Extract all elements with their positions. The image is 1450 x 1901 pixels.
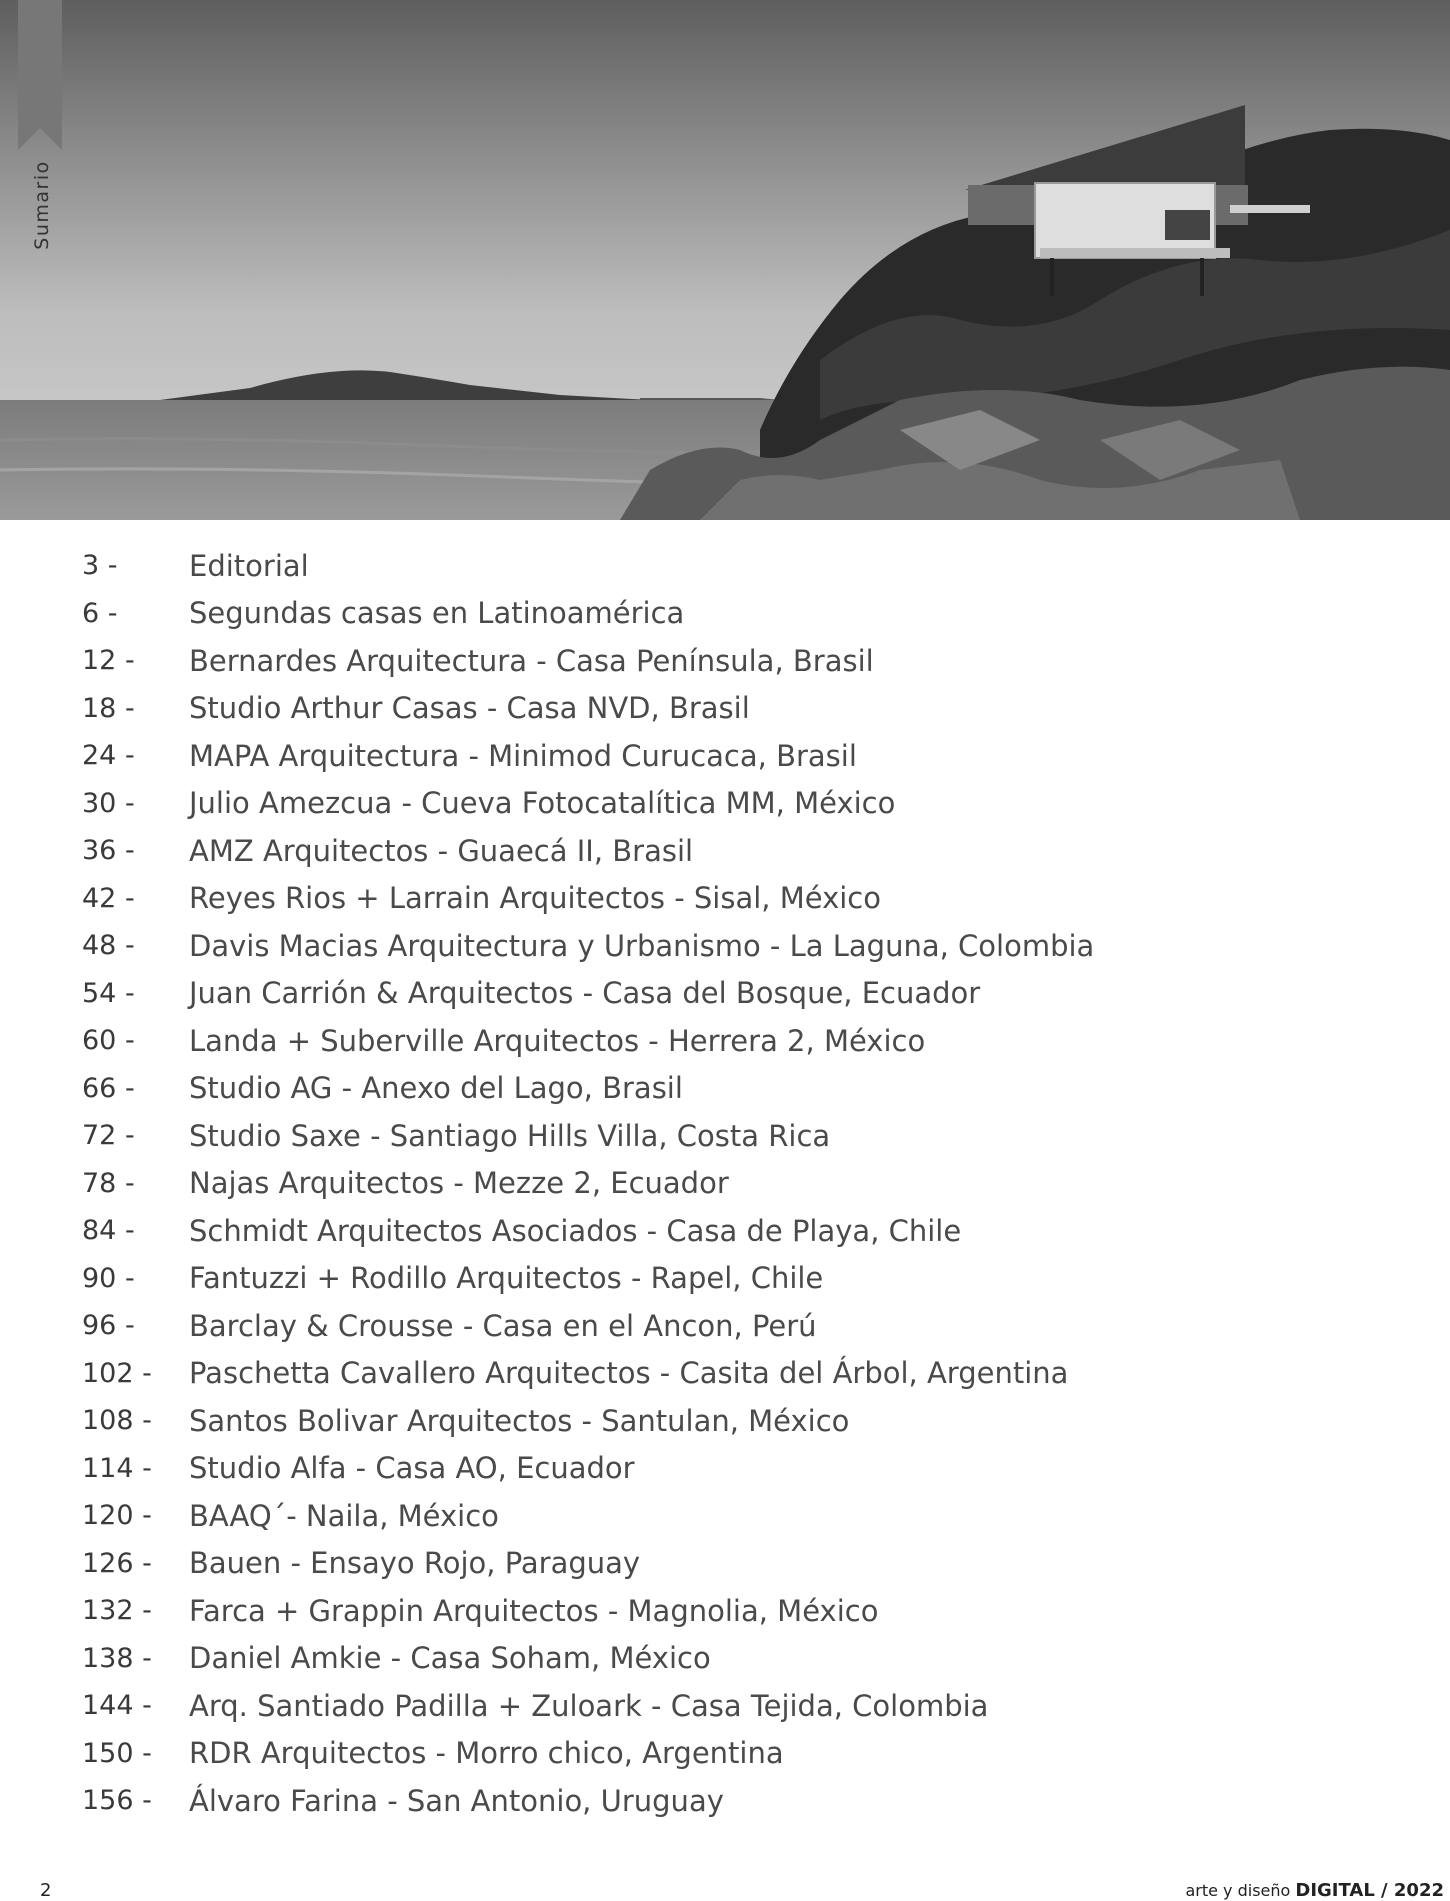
toc-page-number: 102 - (82, 1357, 152, 1389)
toc-entry[interactable] (82, 1255, 1332, 1303)
toc-entry[interactable] (82, 1682, 1332, 1730)
publication-footer (1185, 1880, 1444, 1901)
hero-photo (0, 0, 1450, 520)
toc-page-number: 96 - (82, 1310, 135, 1342)
toc-entry[interactable] (82, 1302, 1332, 1350)
table-of-contents (82, 542, 1332, 1825)
toc-page-number: 18 - (82, 692, 135, 724)
coastal-house-photo (0, 0, 1450, 520)
toc-title: MAPA Arquitectura - Minimod Curucaca, Brasil (189, 738, 857, 773)
toc-entry[interactable] (82, 1017, 1332, 1065)
toc-title: Bauen - Ensayo Rojo, Paraguay (189, 1546, 641, 1581)
toc-page-number: 150 - (82, 1737, 152, 1769)
toc-entry[interactable] (82, 780, 1332, 828)
toc-entry[interactable] (82, 1730, 1332, 1778)
toc-page-number: 54 - (82, 977, 135, 1009)
toc-page-number: 126 - (82, 1547, 152, 1579)
toc-page-number: 30 - (82, 787, 135, 819)
toc-entry[interactable] (82, 875, 1332, 923)
toc-title: Segundas casas en Latinoamérica (189, 596, 685, 631)
toc-title: Paschetta Cavallero Arquitectos - Casita del Árbol, Argentina (189, 1356, 1069, 1391)
toc-title: Fantuzzi + Rodillo Arquitectos - Rapel, Chile (189, 1261, 824, 1296)
toc-title: Arq. Santiado Padilla + Zuloark - Casa Tejida, Colombia (189, 1688, 989, 1723)
toc-page-number: 114 - (82, 1452, 152, 1484)
toc-title: Farca + Grappin Arquitectos - Magnolia, México (189, 1593, 879, 1628)
toc-entry[interactable] (82, 1635, 1332, 1683)
toc-page-number: 3 - (82, 550, 118, 582)
toc-page-number: 6 - (82, 597, 118, 629)
toc-title: Najas Arquitectos - Mezze 2, Ecuador (189, 1166, 729, 1201)
toc-entry[interactable] (82, 827, 1332, 875)
toc-page-number: 66 - (82, 1072, 135, 1104)
toc-title: Landa + Suberville Arquitectos - Herrera 2, México (189, 1023, 926, 1058)
toc-entry[interactable] (82, 1587, 1332, 1635)
toc-entry[interactable] (82, 542, 1332, 590)
toc-title: BAAQ´- Naila, México (189, 1498, 499, 1533)
toc-title: Reyes Rios + Larrain Arquitectos - Sisal, México (189, 881, 881, 916)
toc-page-number: 72 - (82, 1120, 135, 1152)
toc-page-number: 138 - (82, 1642, 152, 1674)
toc-entry[interactable] (82, 637, 1332, 685)
toc-title: Álvaro Farina - San Antonio, Uruguay (189, 1783, 724, 1818)
toc-title: Julio Amezcua - Cueva Fotocatalítica MM, México (189, 786, 896, 821)
toc-title: AMZ Arquitectos - Guaecá II, Brasil (189, 833, 694, 868)
toc-title: Studio AG - Anexo del Lago, Brasil (189, 1071, 683, 1106)
toc-page-number: 48 - (82, 930, 135, 962)
toc-page-number: 156 - (82, 1785, 152, 1817)
toc-title: Barclay & Crousse - Casa en el Ancon, Perú (189, 1308, 817, 1343)
toc-title: Santos Bolivar Arquitectos - Santulan, México (189, 1403, 850, 1438)
toc-entry[interactable] (82, 1350, 1332, 1398)
toc-page-number: 90 - (82, 1262, 135, 1294)
page-number: 2 (40, 1880, 52, 1901)
toc-title: Studio Saxe - Santiago Hills Villa, Costa Rica (189, 1118, 831, 1153)
section-label: Sumario (31, 160, 53, 250)
publication-name: arte y diseño (1185, 1881, 1296, 1900)
toc-entry[interactable] (82, 685, 1332, 733)
toc-title: Studio Arthur Casas - Casa NVD, Brasil (189, 691, 750, 726)
toc-entry[interactable] (82, 1445, 1332, 1493)
toc-entry[interactable] (82, 1160, 1332, 1208)
toc-entry[interactable] (82, 1540, 1332, 1588)
toc-entry[interactable] (82, 590, 1332, 638)
toc-page-number: 144 - (82, 1690, 152, 1722)
toc-entry[interactable] (82, 1397, 1332, 1445)
toc-entry[interactable] (82, 1777, 1332, 1825)
toc-title: Bernardes Arquitectura - Casa Península, Brasil (189, 643, 874, 678)
bookmark-ribbon (18, 0, 62, 150)
toc-entry[interactable] (82, 1112, 1332, 1160)
toc-title: Schmidt Arquitectos Asociados - Casa de Playa, Chile (189, 1213, 962, 1248)
toc-page-number: 78 - (82, 1167, 135, 1199)
toc-page-number: 42 - (82, 882, 135, 914)
toc-entry[interactable] (82, 732, 1332, 780)
toc-page-number: 108 - (82, 1405, 152, 1437)
toc-page-number: 120 - (82, 1500, 152, 1532)
toc-page-number: 24 - (82, 740, 135, 772)
toc-entry[interactable] (82, 922, 1332, 970)
toc-entry[interactable] (82, 1065, 1332, 1113)
toc-title: RDR Arquitectos - Morro chico, Argentina (189, 1736, 784, 1771)
toc-page-number: 84 - (82, 1215, 135, 1247)
toc-title: Editorial (189, 548, 309, 583)
toc-title: Daniel Amkie - Casa Soham, México (189, 1641, 711, 1676)
toc-entry[interactable] (82, 1207, 1332, 1255)
publication-edition: DIGITAL / 2022 (1295, 1880, 1444, 1901)
toc-page-number: 12 - (82, 645, 135, 677)
toc-page-number: 36 - (82, 835, 135, 867)
toc-page-number: 60 - (82, 1025, 135, 1057)
toc-title: Studio Alfa - Casa AO, Ecuador (189, 1451, 635, 1486)
toc-title: Juan Carrión & Arquitectos - Casa del Bosque, Ecuador (189, 976, 981, 1011)
toc-entry[interactable] (82, 970, 1332, 1018)
toc-entry[interactable] (82, 1492, 1332, 1540)
toc-title: Davis Macias Arquitectura y Urbanismo - La Laguna, Colombia (189, 928, 1095, 963)
toc-page-number: 132 - (82, 1595, 152, 1627)
